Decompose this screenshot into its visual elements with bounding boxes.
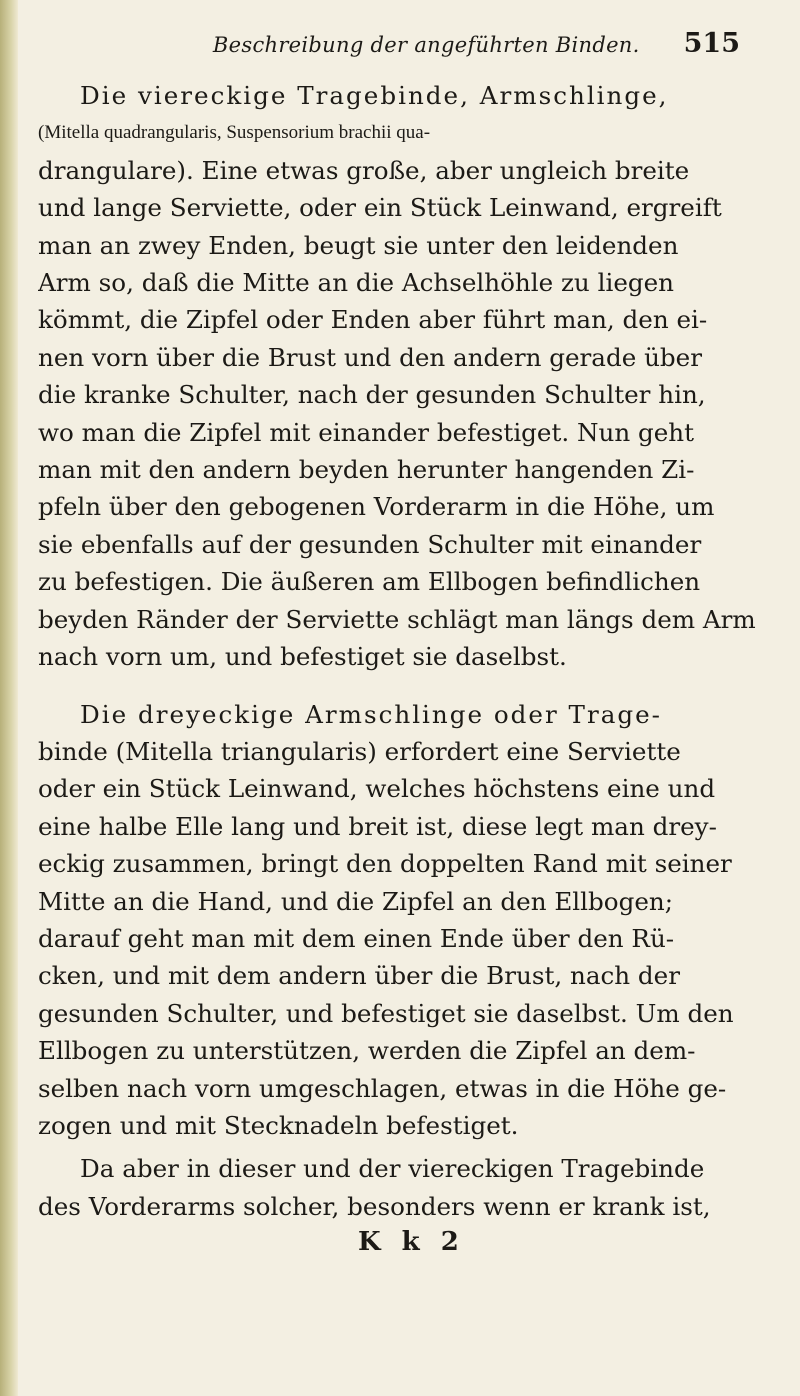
text-line: nach vorn um, und befestiget sie daselbst. [38, 642, 567, 672]
text-line: und lange Serviette, oder ein Stück Leinwand, ergreift [38, 193, 722, 223]
text-line: zogen und mit Stecknadeln befestiget. [38, 1110, 519, 1140]
text-line: Ellbogen zu unterstützen, werden die Zipfel an dem- [38, 1036, 696, 1066]
book-page [38, 28, 768, 1257]
text-line: zu befestigen. Die äußeren am Ellbogen befindlichen [38, 567, 701, 597]
text-line: binde (Mitella triangularis) erfordert eine Serviette [38, 736, 681, 766]
text-line: Mitte an die Hand, und die Zipfel an den Ellbogen; [38, 886, 674, 916]
text-line: selben nach vorn umgeschlagen, etwas in die Höhe ge- [38, 1073, 727, 1103]
text-line: nen vorn über die Brust und den andern gerade über [38, 342, 702, 372]
text-line: kömmt, die Zipfel oder Enden aber führt man, den ei- [38, 305, 708, 335]
text-line: gesunden Schulter, und befestiget sie daselbst. Um den [38, 998, 734, 1028]
paragraph-dreyeckige-armschlinge [38, 696, 768, 1145]
text-line: Die dreyeckige Armschlinge oder Trage- [80, 699, 662, 729]
text-line: sie ebenfalls auf der gesunden Schulter mit einander [38, 529, 702, 559]
text-line: oder ein Stück Leinwand, welches höchstens eine und [38, 774, 716, 804]
text-line: darauf geht man mit dem einen Ende über den Rü- [38, 923, 675, 953]
text-line: man mit den andern beyden herunter hangenden Zi- [38, 455, 695, 485]
text-line: Die viereckige Tragebinde, Armschlinge, [80, 81, 669, 110]
signature-mark: K k 2 [358, 1227, 465, 1258]
page-number: 515 [683, 28, 740, 59]
text-line: (Mitella quadrangularis, Suspensorium brachii qua- [38, 122, 431, 144]
text-line: pfeln über den gebogenen Vorderarm in die Höhe, um [38, 492, 715, 522]
text-line: die kranke Schulter, nach der gesunden Schulter hin, [38, 380, 706, 410]
text-line: beyden Ränder der Serviette schlägt man längs dem Arm [38, 604, 756, 634]
text-line: Arm so, daß die Mitte an die Achselhöhle zu liegen [38, 268, 675, 298]
book-binding-edge [0, 0, 18, 1396]
text-line: eckig zusammen, bringt den doppelten Rand mit seiner [38, 849, 732, 879]
text-line: cken, und mit dem andern über die Brust, nach der [38, 961, 680, 991]
paragraph-continuation [38, 1150, 768, 1225]
text-line: des Vorderarms solcher, besonders wenn er krank ist, [38, 1191, 711, 1221]
paragraph-viereckige-tragebinde [38, 77, 768, 676]
text-line: Da aber in dieser und der viereckigen Tragebinde [80, 1154, 705, 1184]
text-line: eine halbe Elle lang und breit ist, diese legt man drey- [38, 811, 717, 841]
text-line: drangulare). Eine etwas große, aber ungleich breite [38, 155, 690, 185]
text-line: wo man die Zipfel mit einander befestiget. Nun geht [38, 417, 695, 447]
text-line: man an zwey Enden, beugt sie unter den leidenden [38, 230, 679, 260]
running-head [38, 28, 768, 59]
running-title: Beschreibung der angeführten Binden. [212, 33, 640, 57]
